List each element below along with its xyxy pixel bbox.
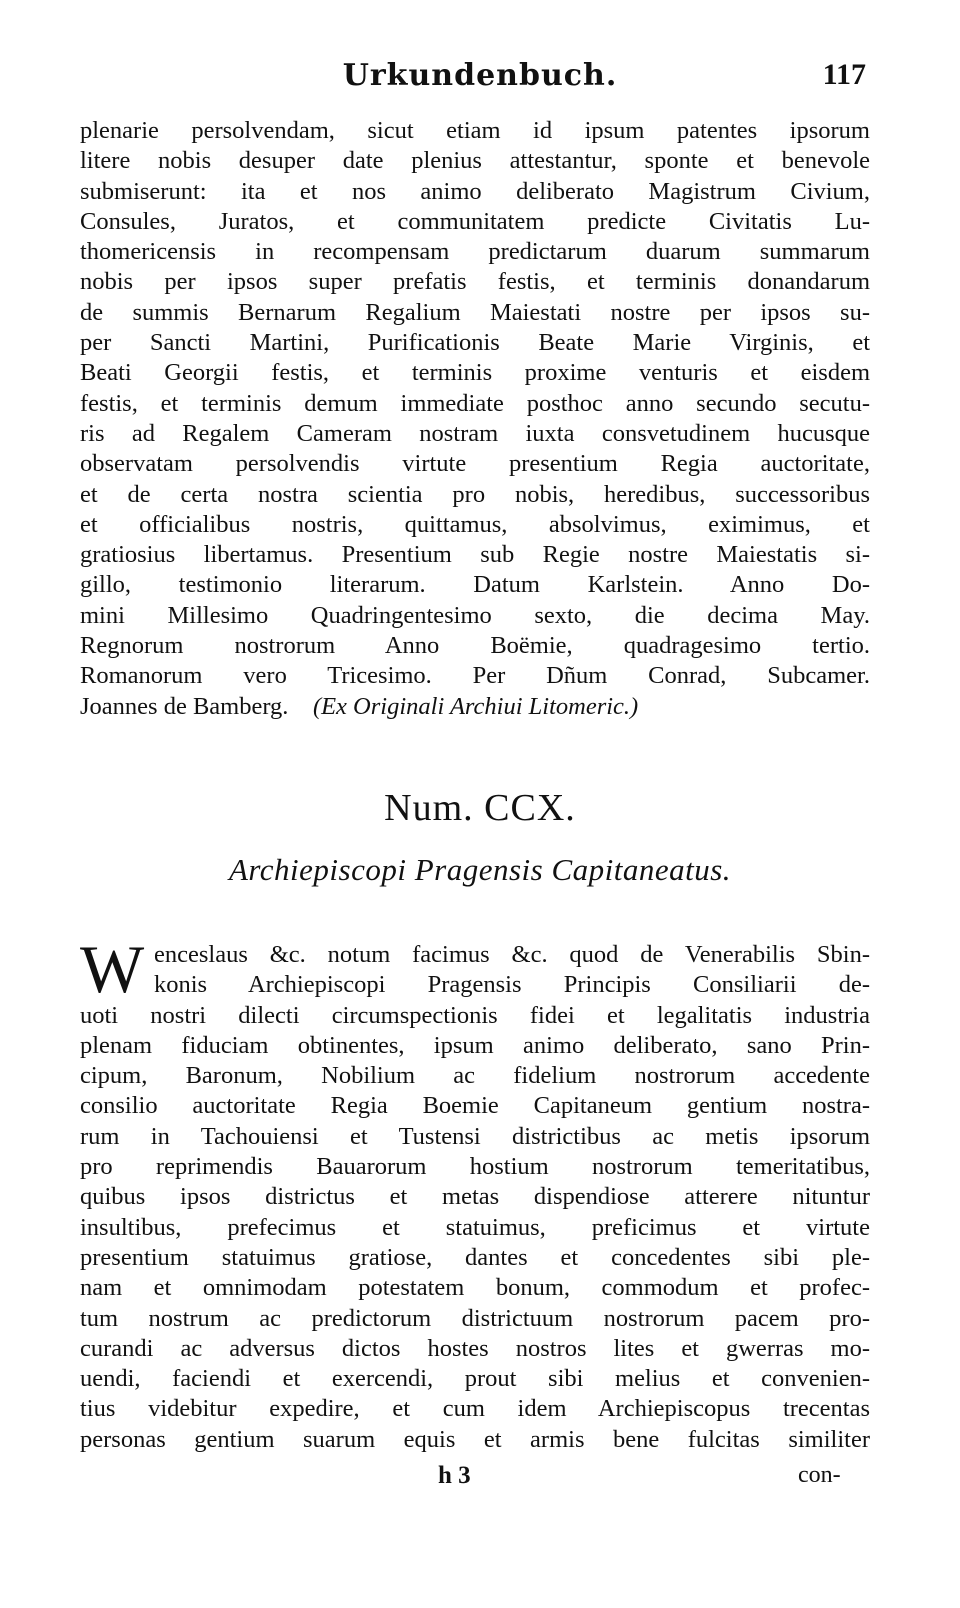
text-line: per Sancti Martini, Purificationis Beate Marie Virginis, et xyxy=(80,329,870,357)
running-title: Urkundenbuch. xyxy=(342,58,618,93)
text-line: gillo, testimonio literarum. Datum Karlstein. Anno Do- xyxy=(80,571,870,599)
text-line: tius videbitur expedire, et cum idem Archiepiscopus trecentas xyxy=(80,1395,870,1423)
text-line: consilio auctoritate Regia Boemie Capitaneum gentium nostra- xyxy=(80,1092,870,1120)
text-line: plenam fiduciam obtinentes, ipsum animo deliberato, sano Prin- xyxy=(80,1031,870,1059)
text-line: Regnorum nostrorum Anno Boëmie, quadragesimo tertio. xyxy=(80,632,870,660)
text-line: nobis per ipsos super prefatis festis, et terminis donandarum xyxy=(80,268,870,296)
text-line: pro reprimendis Bauarorum hostium nostrorum temeritatibus, xyxy=(80,1153,870,1181)
source-citation: (Ex Originali Archiui Litomeric.) xyxy=(312,692,639,720)
text-line: Romanorum vero Tricesimo. Per Dñum Conrad, Subcamer. xyxy=(80,662,870,690)
section-number: Num. CCX. xyxy=(384,787,576,829)
text-line: nam et omnimodam potestatem bonum, commodum et profec- xyxy=(80,1274,870,1302)
text-line: festis, et terminis demum immediate posthoc anno secundo secutu- xyxy=(80,389,870,417)
last-line-text: Joannes de Bamberg. xyxy=(80,692,289,720)
signature-mark: h 3 xyxy=(438,1462,471,1489)
text-line: Beati Georgii festis, et terminis proxime venturis et eisdem xyxy=(80,359,870,387)
text-line: quibus ipsos districtus et metas dispendiose atterere nituntur xyxy=(80,1183,870,1211)
text-line-last xyxy=(80,692,870,722)
text-line: de summis Bernarum Regalium Maiestati nostre per ipsos su- xyxy=(80,298,870,326)
text-line: plenarie persolvendam, sicut etiam id ipsum patentes ipsorum xyxy=(80,117,870,144)
drop-cap: W xyxy=(80,931,145,1007)
text-line: thomericensis in recompensam predictarum duarum summarum xyxy=(80,238,870,266)
text-line: et officialibus nostris, quittamus, absolvimus, eximimus, et xyxy=(80,510,870,538)
catchword: con- xyxy=(798,1462,841,1488)
text-line: litere nobis desuper date plenius attestantur, sponte et benevole xyxy=(80,147,870,175)
text-line: Consules, Juratos, et communitatem predicte Civitatis Lu- xyxy=(80,207,870,235)
body-paragraph xyxy=(80,931,870,1455)
text-line: rum in Tachouiensi et Tustensi districtibus ac metis ipsorum xyxy=(80,1122,870,1150)
text-line: presentium statuimus gratiose, dantes et concedentes sibi ple- xyxy=(80,1243,870,1271)
text-line: submiserunt: ita et nos animo deliberato Magistrum Civium, xyxy=(80,177,870,205)
text-line: mini Millesimo Quadringentesimo sexto, die decima May. xyxy=(80,601,870,629)
text-line: cipum, Baronum, Nobilium ac fidelium nostrorum accedente xyxy=(80,1062,870,1090)
text-line: et de certa nostra scientia pro nobis, heredibus, successoribus xyxy=(80,480,870,508)
text-line: observatam persolvendis virtute presentium Regia auctoritate, xyxy=(80,450,870,478)
page-number: 117 xyxy=(822,58,866,91)
text-line: curandi ac adversus dictos hostes nostros lites et gwerras mo- xyxy=(80,1334,870,1362)
text-line: konis Archiepiscopi Pragensis Principis Consiliarii de- xyxy=(154,971,870,999)
text-line: uendi, faciendi et exercendi, prout sibi melius et convenien- xyxy=(80,1365,870,1393)
text-line: personas gentium suarum equis et armis bene fulcitas similiter xyxy=(80,1425,870,1453)
top-paragraph xyxy=(80,116,870,722)
section-title: Archiepiscopi Pragensis Capitaneatus. xyxy=(228,852,732,887)
text-line: insultibus, prefecimus et statuimus, preficimus et virtute xyxy=(80,1213,870,1241)
text-line: ris ad Regalem Cameram nostram iuxta consvetudinem hucusque xyxy=(80,419,870,447)
text-line: uoti nostri dilecti circumspectionis fidei et legalitatis industria xyxy=(80,1001,870,1029)
text-line: tum nostrum ac predictorum districtuum nostrorum pacem pro- xyxy=(80,1304,870,1332)
running-head xyxy=(80,58,880,98)
text-line: gratiosius libertamus. Presentium sub Regie nostre Maiestatis si- xyxy=(80,541,870,569)
text-line: enceslaus &c. notum facimus &c. quod de Venerabilis Sbin- xyxy=(154,941,870,968)
